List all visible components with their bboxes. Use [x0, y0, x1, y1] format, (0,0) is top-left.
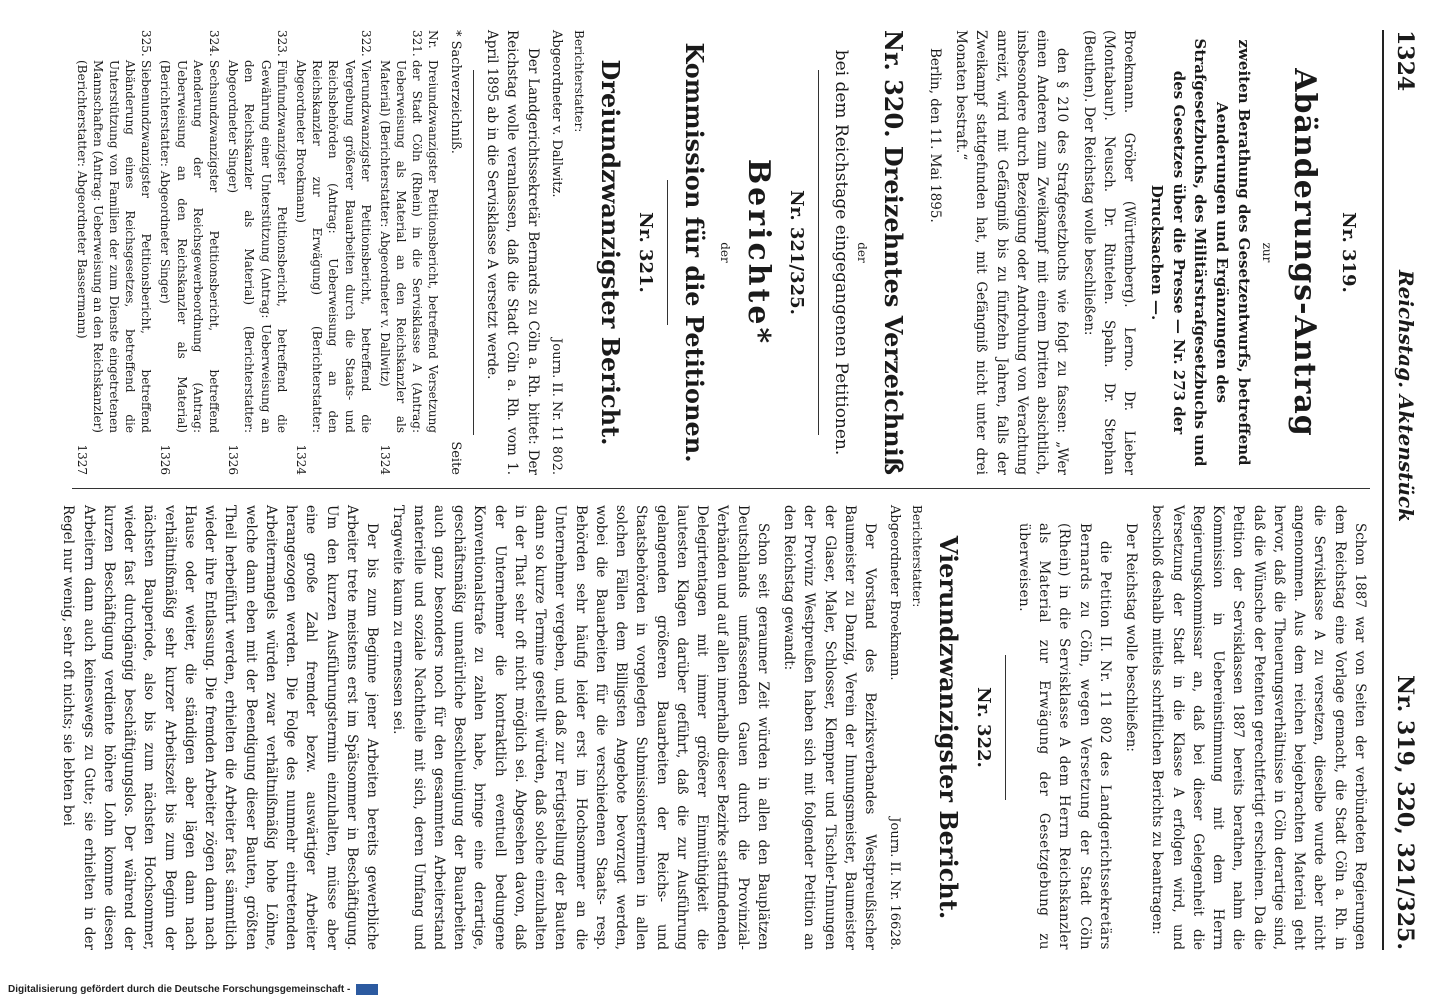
- para-right-3: Schon seit geraumer Zeit würden in allen den Bauplätzen Deutschlands umfassenden Gauen durch die Provinzial-Verbänden und auf allen innerhalb dieser Bezirke stattfindenden Delegirtentagen mit immer größerer Einmüthigkeit die lautesten Klagen darüber geführt, daß die zur Ausführung gelangenden größeren Bauarbeiten der Reichs- und Staatsbehörden in vorgelegten Submissionsterminen in allen solchen Fällen dem Billigsten Angebote bevorzugt werden, wobei die Bauarbeiten für die verschiedenen Staats- resp. Behörden sehr häufig leider erst im Hochsommer an die Unternehmer vergeben, und daß zur Fertigstellung der Bauten dann so kurze Termine gestellt würden, daß solche einzuhalten in der That sehr oft nicht möglich sei. Abgesehen davon, daß der Unternehmer die kontraktlich eventuell bedungene Konventionalstrafe zu zahlen habe, bringe eine derartige, geschäftsmäßig unnatürliche Beschleunigung der Bauarbeiten auch ganz besonders noch für den gesammten Arbeiterstand materielle und soziale Nachtheile mit sich, deren Umfang und Tragweite kaum zu ermessen sei.: [390, 505, 771, 950]
- petition-index-row: [377, 30, 442, 475]
- para-right-4: Der bis zum Beginne jener Arbeiten bereits gewerbliche Arbeiter trete meistens erst im Spätsommer in Beschäftigung. Um den kurzen Ausführungstermin einzuhalten, müsse aber eine große Zahl fremder bezw. auswärtiger Arbeiter herangezogen werden. Die Folge des nunmehr eintretenden Arbeitermangels würden zwar verhältnißmäßig hohe Löhne, welche dann eben mit der Beendigung dieser Bauten, größten Theil herbeiführt werden, erhielten die Arbeiter fast sämmtlich wieder ihre Entlassung. Die fremden Arbeiter zögen dann nach Hause oder weiter, die ständigen aber lägen dann nach verhältnißmäßig sehr kurzer Arbeitszeit bis zum Beginn der nächsten Bauperiode, also bis zum nächsten Hochsommer, wieder fast durchgängig beschäftigungslos. Der während der kurzen Beschäftigung verdiente höhere Lohn komme diesen Arbeitern dann auch keineswegs zu Gute; sie erhielten in der Regel nur wenig, sehr oft nichts; sie lebten bei: [60, 505, 381, 950]
- berichterstatter-name-2: Abgeordneter Broekmann.: [886, 505, 902, 681]
- journal-number: Journ. II. Nr. 11 802.: [549, 338, 565, 475]
- signers: Broekmann. Gröber (Württemberg). Lerno. Dr. Lieber (Montabaur). Neusch. Dr. Rintelen. Spahn. Dr. Stephan (Beuthen). Der Reichstag wolle beschließen:: [1080, 30, 1138, 475]
- digitization-footer: [0, 984, 1432, 1000]
- berichterstatter-label: Berichterstatter:: [572, 30, 587, 133]
- footer-text: Digitalisierung gefördert durch die Deutsche Forschungsgemeinschaft -: [8, 984, 351, 996]
- footnote-title: * Sachverzeichniß.: [448, 30, 463, 154]
- header-right: Nr. 319, 320, 321/325.: [1392, 674, 1418, 950]
- page-number: 1324: [1392, 30, 1418, 92]
- column-rule: [72, 488, 1370, 489]
- footnote-page-header: Seite: [448, 441, 463, 475]
- nr321-325-heading: Nr. 321/325.: [786, 190, 808, 315]
- petition-num: 325.: [139, 30, 154, 57]
- petition-text: Siebenundzwanzigster Petitionsbericht, betreffend Abänderung eines Reichsgesetzes, betreffend die Unterstützung von Familien der zum Dienste eingetretenen Mannschaften (Antrag: Ueberweisung an den Reichskanzler) (Berichterstatter: Abgeordneter Bassermann): [74, 60, 154, 433]
- petition-index: [73, 30, 441, 475]
- petition-page: 1326: [158, 444, 173, 475]
- petition-text: Vierundzwanzigster Petitionsbericht, betreffend die Vergebung größerer Bauarbeiten durch die Staats- und Reichsbehörden (Antrag: Ueberweisung an den Reichskanzler zur Erwägung) (Berichterstatter: Abgeordneter Broekmann): [294, 60, 373, 433]
- petition-index-row: [293, 30, 374, 475]
- divider-right: [1005, 655, 1006, 800]
- nr322-heading: Nr. 322.: [972, 687, 994, 768]
- petition-index-row: [73, 30, 154, 475]
- para-right-1: Schon 1887 war von Seiten der verbündeten Regierungen dem Reichstag eine Vorlage gemacht, die Stadt Cöln a. Rh. in die Servisklasse A zu versetzen, dieselbe wurde aber nicht angenommen. Aus dem reichen beigebrachten Material geht hervor, daß die Theuerungsverhältnisse in Cöln derartige sind, daß die Wünsche der Petenten gerechtfertigt erscheinen. Da die Petition der Servisklassen 1887 bereits berathen, nahm die Kommission in Uebereinstimmung mit dem Herrn Regierungskommissar an, daß bei dieser Gelegenheit die Versetzung der Stadt in die Klasse A erfolgen wird, und beschloß deshalb mittels schriftlichen Berichts zu beantragen:: [1149, 505, 1368, 950]
- resolution: die Petition II. Nr. 11 802 des Landgerichtssekretärs Bernards zu Cöln, wegen Versetzung der Stadt Cöln (Rhein) in die Servisklasse A dem Herrn Reichskanzler als Material zur Erwägung der Gesetzgebung zu überweisen.: [1016, 523, 1113, 950]
- petition-text: Dreiundzwanzigster Petitionsbericht, betreffend Versetzung der Stadt Cöln (Rhein) in die Servisklasse A (Antrag: Ueberweisung als Material an den Reichskanzler als Material) (Berichterstatter: Abgeordneter v. Dallwitz): [377, 60, 441, 433]
- journal-number-2: Journ. II. Nr. 16628.: [886, 817, 902, 950]
- bericht-321-title: Dreiundzwanzigster Bericht.: [596, 59, 626, 446]
- place-date: Berlin, den 11. Mai 1895.: [927, 48, 943, 223]
- para-321: Der Landgerichtssekretär Bernards zu Cöln a. Rh. bittet: Der Reichstag wolle veranlassen, daß die Stadt Cöln a. Rh. vom 1. April 1895 ab in die Servisklasse A versetzt werde.: [484, 30, 541, 475]
- dfg-logo-icon: [356, 984, 378, 995]
- petition-index-row: [225, 30, 290, 475]
- right-column: [52, 505, 1370, 950]
- reichstag-label: Der Reichstag wolle beschließen:: [1123, 523, 1140, 752]
- petition-num: 322.: [358, 30, 373, 57]
- berichterstatter-label-2: Berichterstatter:: [909, 505, 924, 608]
- nr319-heading: Nr. 319.: [1338, 212, 1359, 293]
- header-center: Reichstag. Aktenstück: [1394, 270, 1418, 522]
- footnote-header: [446, 30, 466, 475]
- petition-text: Sechsundzwanzigster Petitionsbericht, betreffend Aenderung der Reichsgewerbeordnung (Antrag: Ueberweisung an den Reichskanzler als Material) (Berichterstatter: Abgeordneter Singer): [158, 60, 222, 433]
- sub-320: bei dem Reichstage eingegangenen Petitionen.: [830, 49, 851, 456]
- petition-page: 1324: [294, 444, 308, 475]
- sub-319: zweiten Berathung des Gesetzentwurfs, betreffend Aenderungen und Ergänzungen des Strafgesetzbuchs, des Militärstrafgesetzbuchs und des Gesetzes über die Presse — Nr. 273 der Drucksachen —.: [1148, 38, 1253, 467]
- petition-page: 1324: [377, 444, 392, 475]
- berichterstatter-row-2: [884, 505, 904, 950]
- der-label-2: der: [718, 242, 733, 263]
- kommission-title: Kommission für die Petitionen.: [680, 42, 710, 463]
- petition-num: 324.: [207, 30, 222, 57]
- divider-footnote: [473, 70, 474, 435]
- page-header: [1382, 30, 1424, 950]
- berichte-title: Berichte*: [741, 158, 777, 347]
- divider: [818, 70, 819, 435]
- divider-short: [667, 180, 668, 325]
- berichterstatter-name: Abgeordneter v. Dallwitz.: [549, 30, 565, 198]
- para-319: den § 210 des Strafgesetzbuchs wie folgt zu fassen: „Wer einen Anderen zum Zweikampf mit einem Dritten absichtlich, insbesondere durch Bezeigung oder Androhung von Verachtung anreizt, wird mit Gefängniß bis zu fünfzehn Jahren, falls der Zweikampf stattgefunden hat, mit Gefängniß nicht unter drei Monaten bestraft.“: [953, 30, 1071, 475]
- petition-text: Fünfundzwanzigster Petitionsbericht, betreffend die Gewährung einer Unterstützung (Antrag: Ueberweisung an den Reichskanzler als Material) (Berichterstatter: Abgeordneter Singer): [226, 60, 289, 433]
- para-right-2: Der Vorstand des Bezirksverbandes Westpreußischer Baumeister zu Danzig, Verein der Innungsmeister, Baumeister der Glaser, Maler, Schlosser, Klempner und Tischler-Innungen der Provinz Westpreußen haben sich mit folgender Petition an den Reichstag gewandt:: [781, 505, 879, 950]
- zur-label: zur: [1260, 242, 1274, 263]
- nr321-heading: Nr. 321.: [635, 212, 657, 293]
- left-column: [52, 30, 1370, 475]
- title-319: Abänderungs-Antrag: [1287, 68, 1322, 437]
- petition-page: 1327: [74, 444, 89, 475]
- berichterstatter-row: [547, 30, 567, 475]
- nr320-title: Nr. 320. Dreizehntes Verzeichniß: [878, 30, 908, 475]
- petition-index-row: [157, 30, 222, 475]
- petition-num: 323.: [274, 30, 289, 57]
- petition-num: Nr. 321.: [410, 30, 441, 57]
- der-label: der: [854, 242, 869, 263]
- bericht-322-title: Vierundzwanzigster Bericht.: [933, 535, 963, 920]
- petition-page: 1326: [226, 444, 241, 475]
- scanned-page: [32, 0, 1432, 980]
